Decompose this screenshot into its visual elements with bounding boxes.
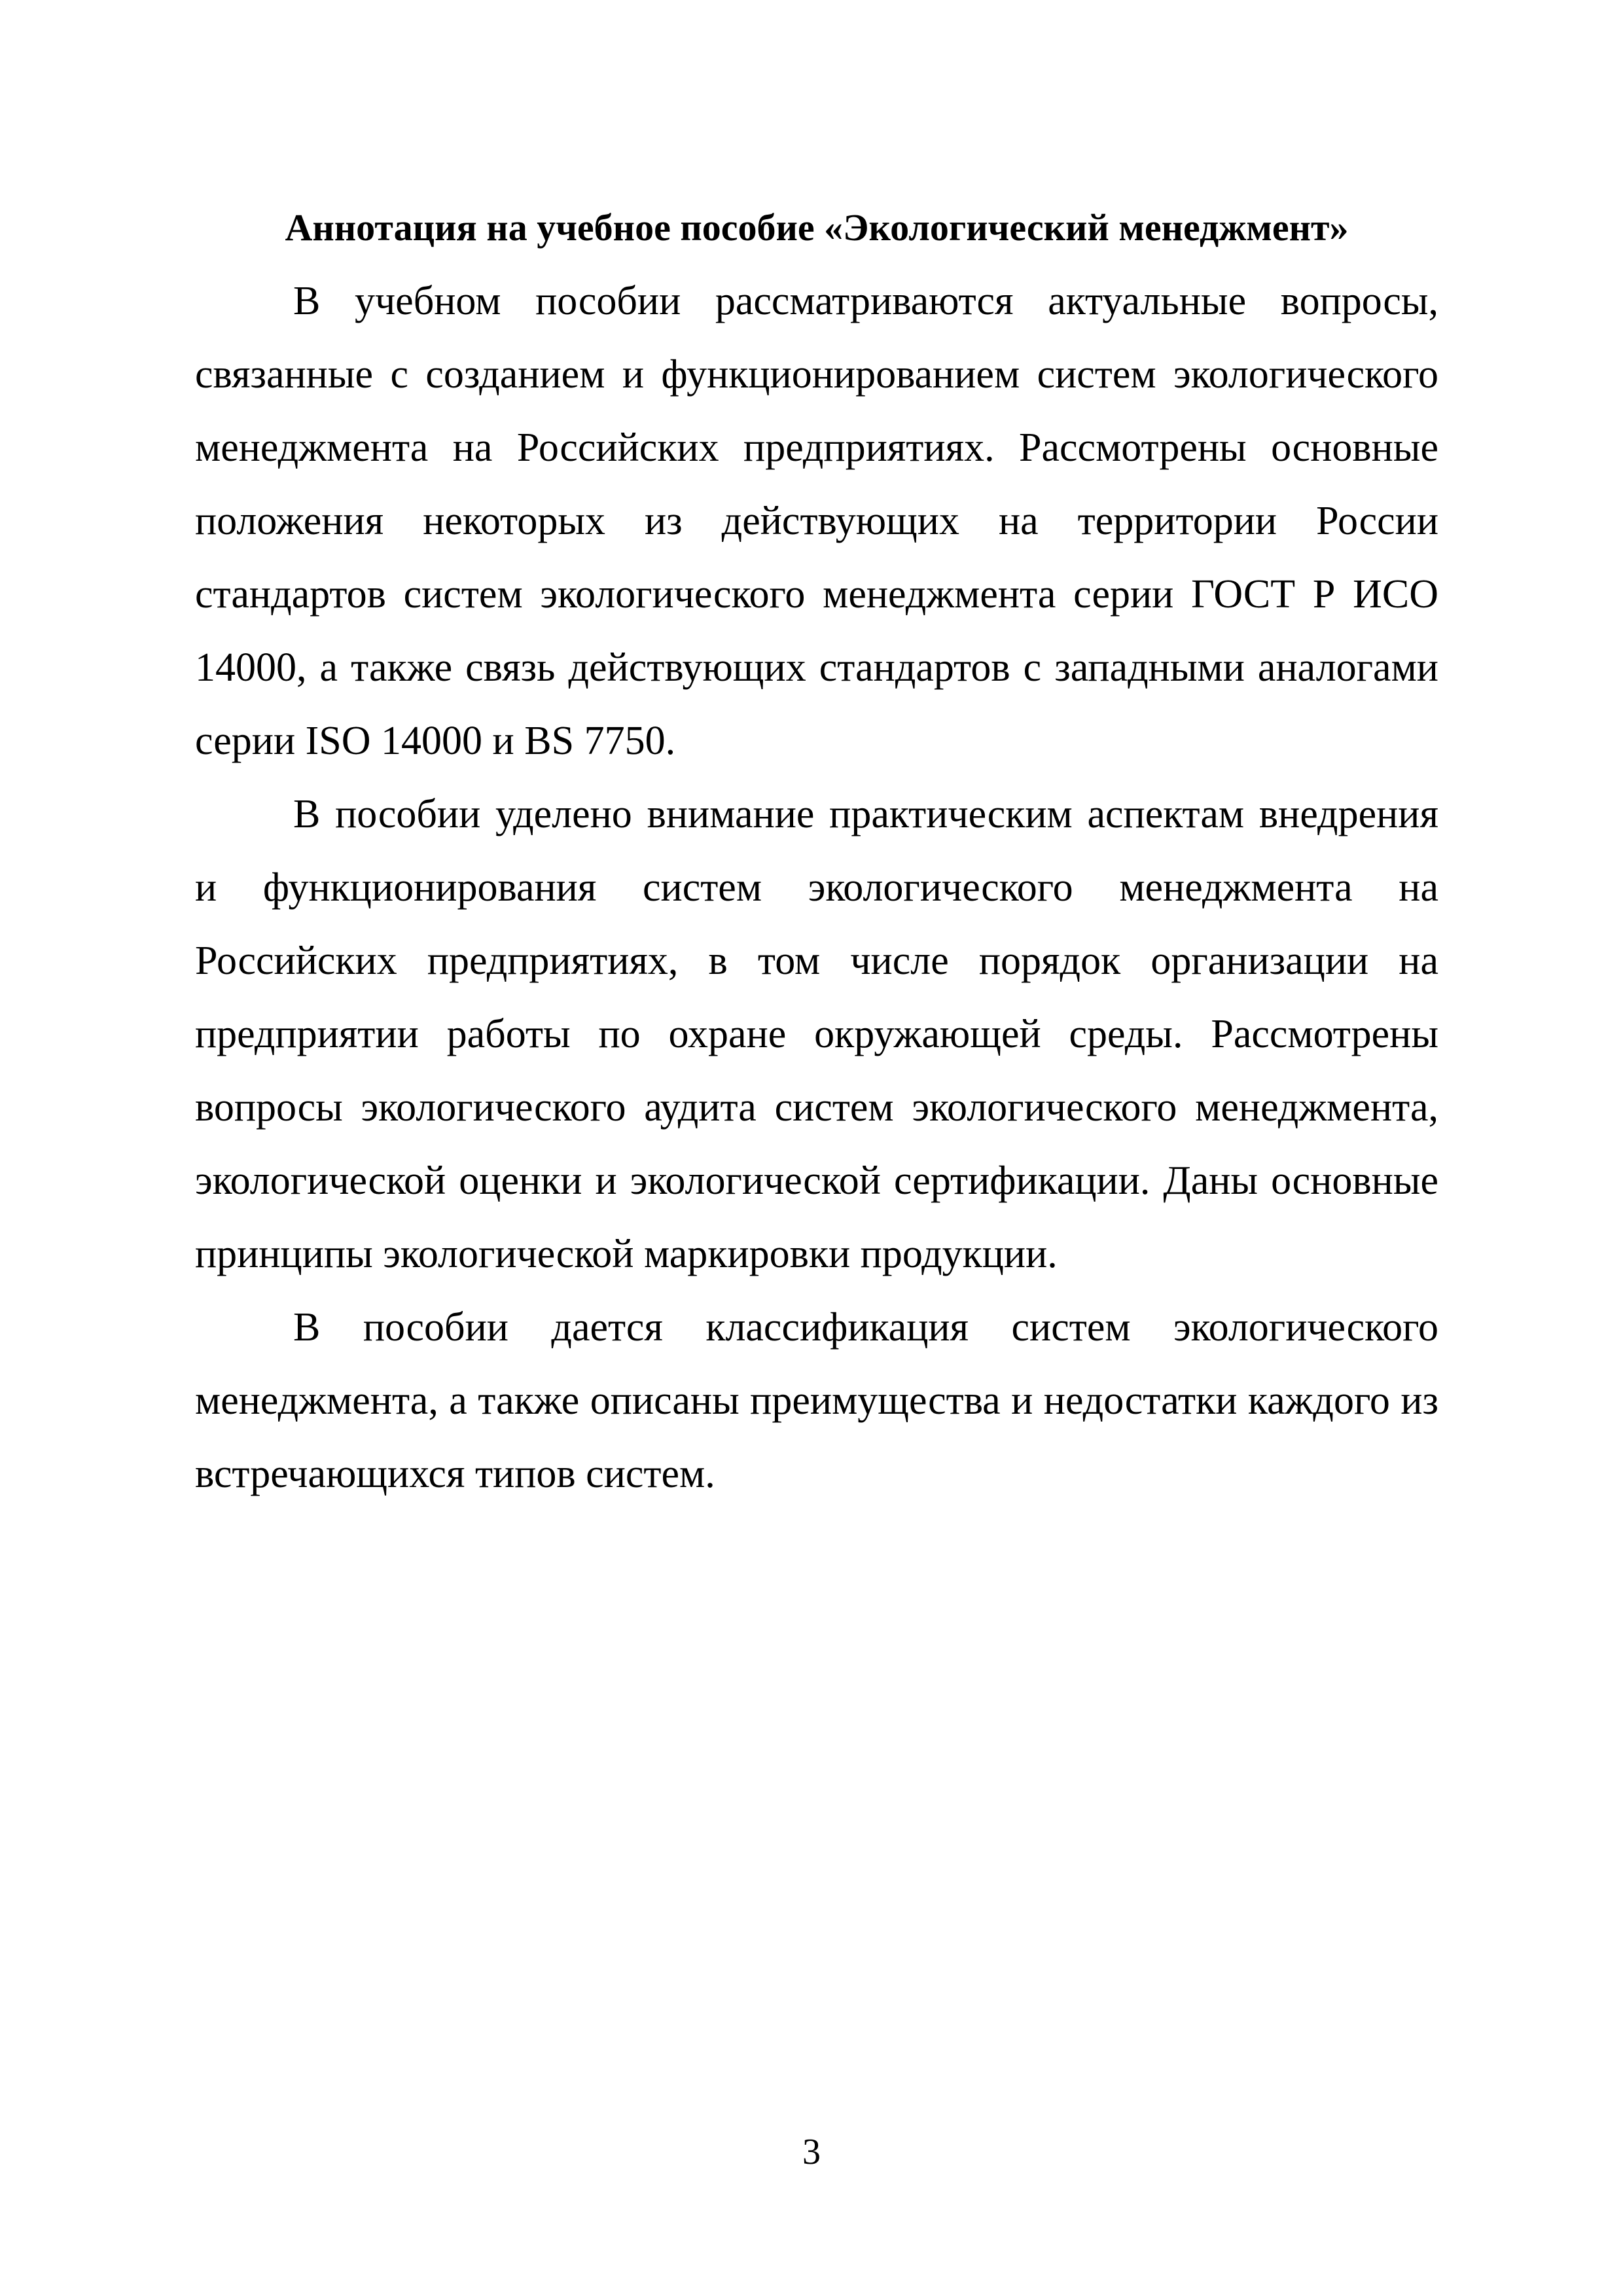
annotation-title: Аннотация на учебное пособие «Экологический менеджмент» (285, 206, 1349, 249)
paragraph-1: В учебном пособии рассматриваются актуальные вопросы, связанные с созданием и функционированием систем экологического менеджмента на Российских предприятиях. Рассмотрены основные положения некоторых из действующих на территории России стандартов систем экологического менеджмента серии ГОСТ Р ИСО 14000, а также связь действующих стандартов с западными аналогами серии ISO 14000 и BS 7750. (195, 279, 1438, 763)
document-body (195, 191, 1438, 1511)
paragraph-3: В пособии дается классификация систем экологического менеджмента, а также описаны преимущества и недостатки каждого из встречающихся типов систем. (195, 1305, 1438, 1496)
paragraph-2: В пособии уделено внимание практическим аспектам внедрения и функционирования систем экологического менеджмента на Российских предприятиях, в том числе порядок организации на предприятии работы по охране окружающей среды. Рассмотрены вопросы экологического аудита систем экологического менеджмента, экологической оценки и экологической сертификации. Даны основные принципы экологической маркировки продукции. (195, 792, 1438, 1276)
page-number: 3 (802, 2132, 821, 2172)
